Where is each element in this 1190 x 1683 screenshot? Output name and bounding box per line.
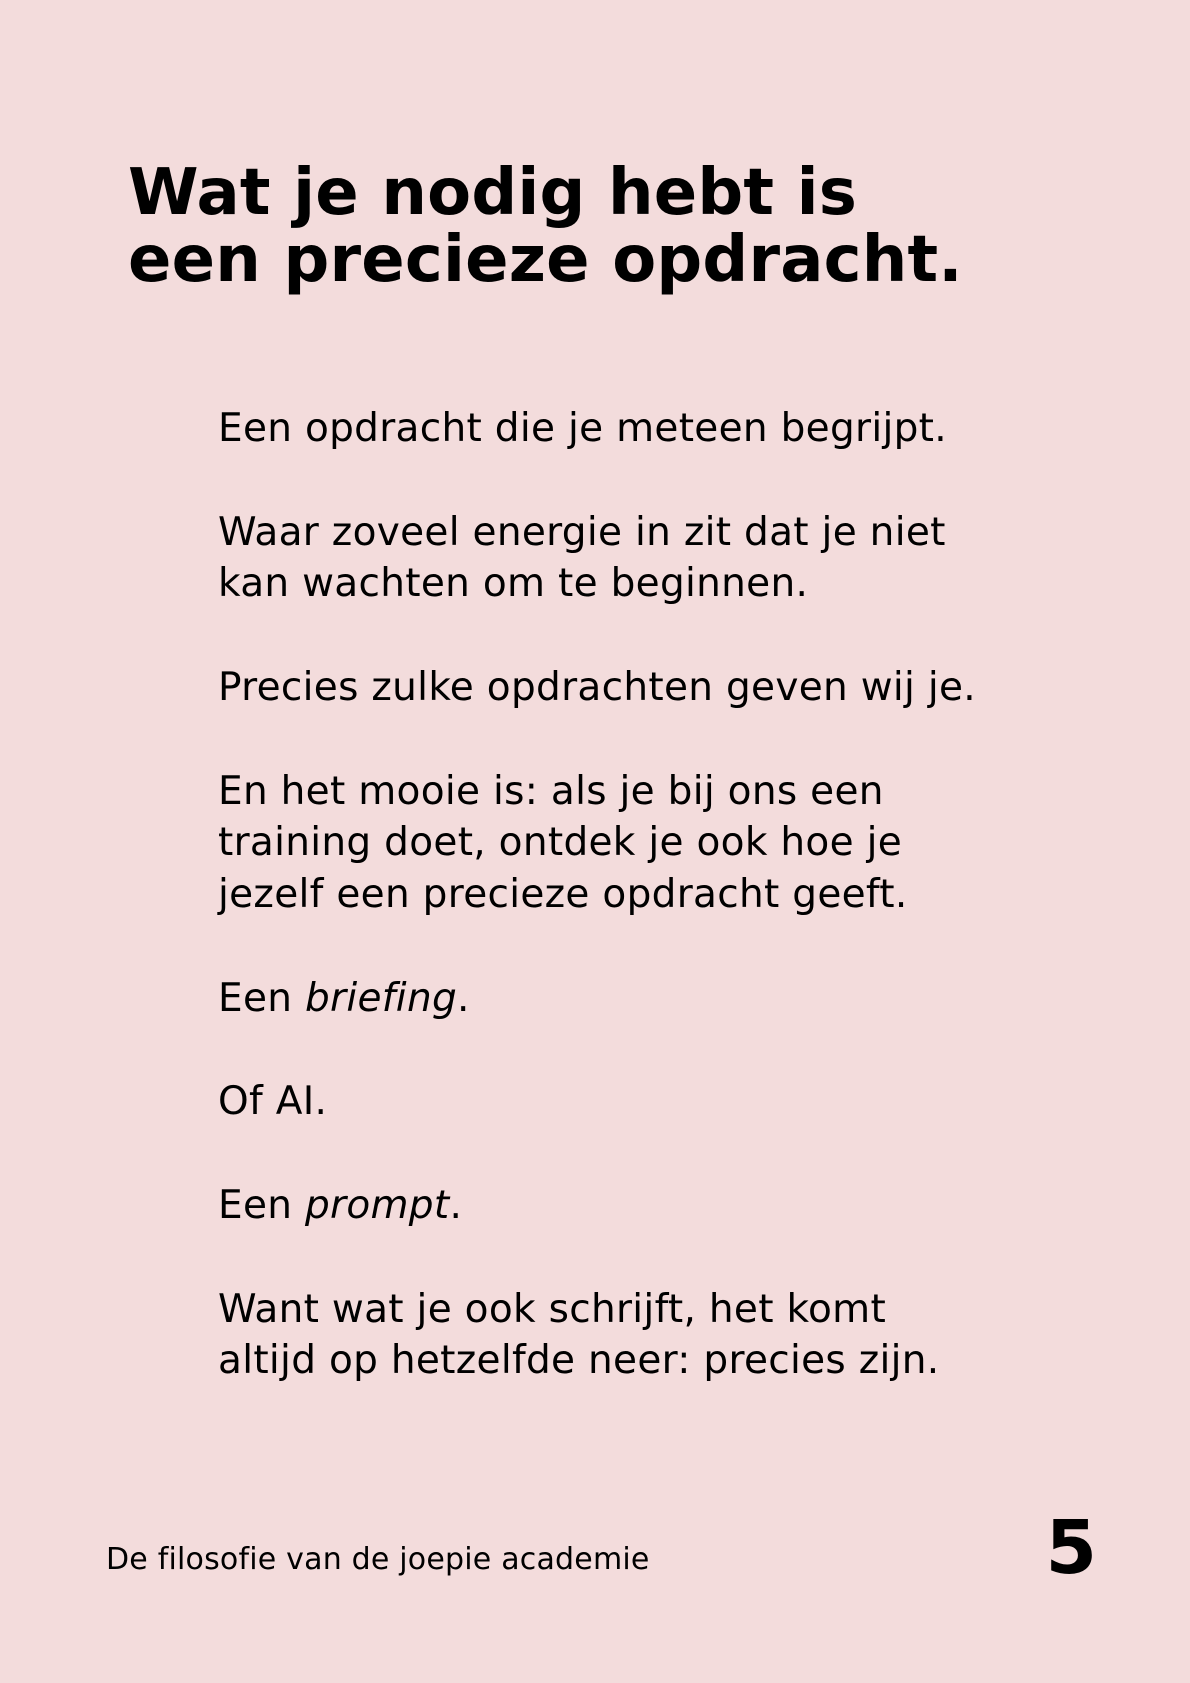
paragraph-line: altijd op hetzelfde neer: precies zijn. bbox=[218, 1338, 940, 1384]
text-suffix: . bbox=[457, 975, 470, 1021]
paragraph-line: Want wat je ook schrijft, het komt bbox=[218, 1286, 887, 1332]
paragraph-briefing bbox=[218, 973, 1098, 1025]
text-prefix: Een bbox=[218, 1182, 305, 1228]
paragraph-line: Waar zoveel energie in zit dat je niet bbox=[218, 509, 946, 555]
paragraph-prompt bbox=[218, 1180, 1098, 1232]
paragraph-line: Of AI. bbox=[218, 1079, 328, 1125]
emphasis-prompt: prompt bbox=[304, 1182, 450, 1228]
publication-title: De filosofie van de joepie academie bbox=[106, 1542, 650, 1577]
paragraph bbox=[218, 507, 1098, 611]
paragraph bbox=[218, 662, 1098, 714]
text-prefix: Een bbox=[218, 975, 305, 1021]
title-line: Wat je nodig hebt is bbox=[128, 156, 858, 230]
text-suffix: . bbox=[449, 1182, 463, 1228]
paragraph-line: kan wachten om te beginnen. bbox=[218, 561, 809, 607]
paragraph-line: jezelf een precieze opdracht geeft. bbox=[218, 872, 908, 918]
paragraph bbox=[218, 766, 1098, 921]
body-text bbox=[218, 403, 1098, 1439]
paragraph-line bbox=[218, 973, 1098, 1025]
page-number: 5 bbox=[1045, 1505, 1097, 1591]
paragraph bbox=[218, 1284, 1098, 1388]
page-title bbox=[128, 156, 963, 297]
paragraph bbox=[218, 1076, 1098, 1128]
paragraph-line: En het mooie is: als je bij ons een bbox=[218, 768, 884, 814]
paragraph bbox=[218, 403, 1098, 455]
paragraph-line: Een opdracht die je meteen begrijpt. bbox=[218, 406, 947, 451]
emphasis-briefing: briefing bbox=[304, 975, 458, 1021]
paragraph-line bbox=[218, 1180, 1098, 1232]
paragraph-line: Precies zulke opdrachten geven wij je. bbox=[218, 664, 976, 710]
title-line: een precieze opdracht. bbox=[128, 223, 963, 297]
paragraph-line: training doet, ontdek je ook hoe je bbox=[218, 820, 903, 866]
